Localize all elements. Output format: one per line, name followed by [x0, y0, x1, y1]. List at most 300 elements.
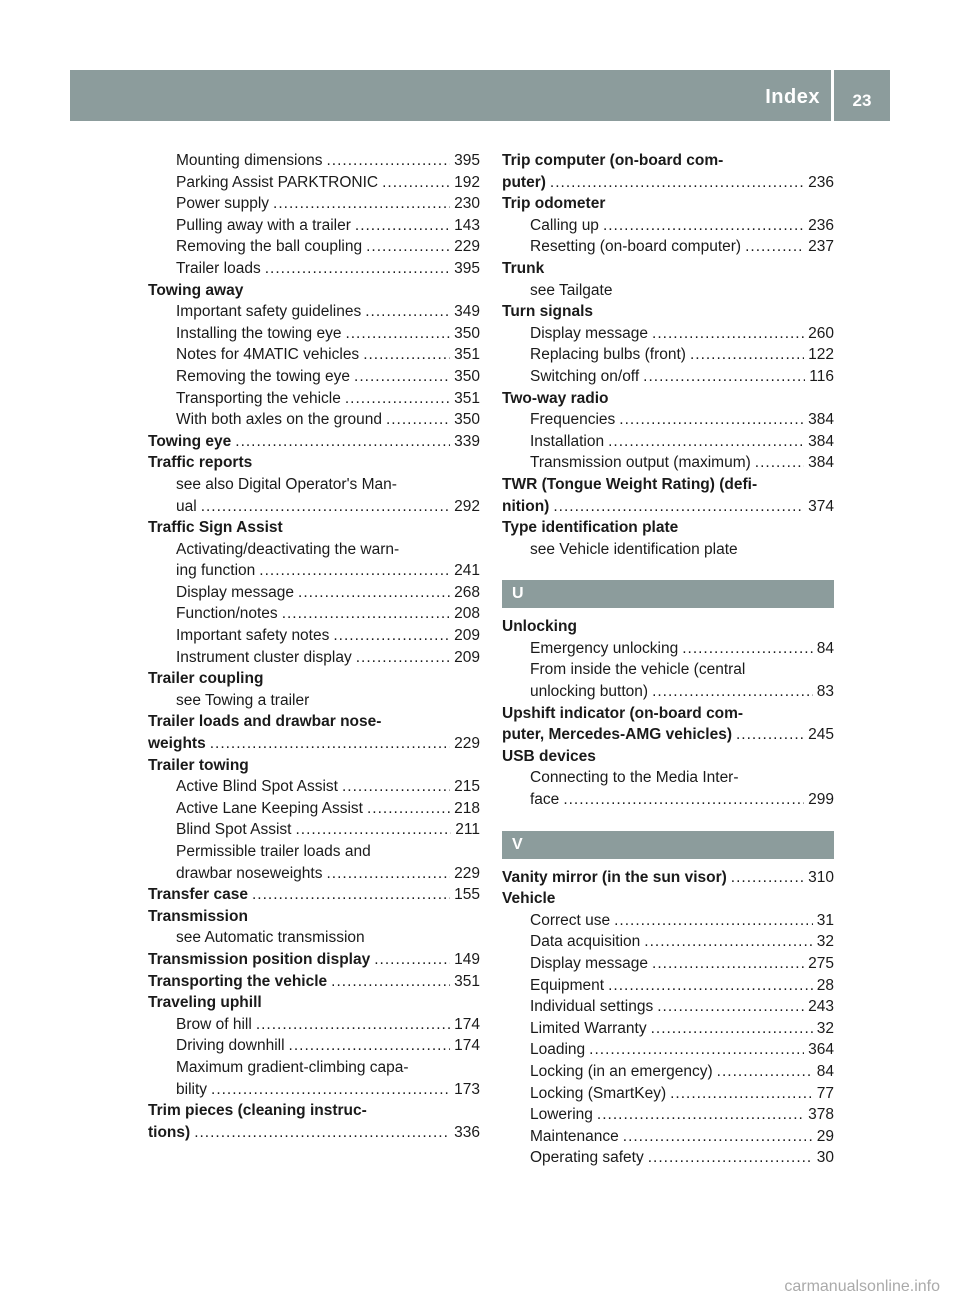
dot-leader	[295, 819, 451, 841]
index-subentry[interactable]	[148, 344, 480, 366]
entry-text: Important safety notes	[176, 627, 330, 645]
entry-text: ual	[176, 497, 197, 515]
entry-text: see Vehicle identification plate	[530, 540, 738, 558]
page-ref[interactable]: 211	[455, 821, 480, 839]
index-subentry[interactable]	[148, 1035, 480, 1057]
entry-text: Turn signals	[502, 303, 594, 321]
page-ref[interactable]: 32	[816, 933, 834, 951]
index-subentry[interactable]	[148, 603, 480, 625]
dot-leader	[670, 1083, 813, 1105]
page-ref[interactable]: 229	[454, 864, 480, 882]
entry-text: Active Lane Keeping Assist	[176, 799, 363, 817]
entry-text: Removing the ball coupling	[176, 238, 363, 256]
entry-text: Transmission	[148, 907, 248, 925]
entry-text: Important safety guidelines	[176, 303, 362, 321]
index-entry[interactable]	[148, 1122, 480, 1144]
index-subentry[interactable]	[148, 193, 480, 215]
page-ref[interactable]: 275	[808, 955, 834, 972]
dot-leader	[736, 724, 804, 746]
entry-text: Trailer loads	[176, 259, 261, 277]
dot-leader	[289, 1035, 451, 1057]
page-ref[interactable]: 215	[454, 778, 480, 796]
dot-leader	[201, 496, 450, 518]
index-subentry[interactable]	[148, 1014, 480, 1036]
entry-text: Activating/deactivating the warn-	[176, 540, 400, 558]
dot-leader	[194, 1122, 450, 1144]
index-entry	[148, 452, 480, 474]
entry-text: see Tailgate	[530, 281, 613, 299]
entry-text: Maximum gradient-climbing capa-	[176, 1058, 409, 1076]
page-ref[interactable]: 192	[454, 173, 480, 191]
entry-text: Towing away	[148, 281, 244, 299]
dot-leader	[619, 409, 804, 431]
entry-text: Frequencies	[530, 411, 616, 429]
index-subentry	[148, 690, 480, 712]
entry-text: Correct use	[530, 911, 611, 929]
dot-leader	[326, 150, 450, 172]
index-subentry[interactable]	[502, 975, 834, 997]
dot-leader	[608, 431, 804, 453]
index-subentry[interactable]	[502, 344, 834, 366]
index-subentry[interactable]	[502, 452, 834, 474]
entry-text: puter)	[502, 173, 546, 191]
page-ref[interactable]: 374	[808, 497, 834, 515]
entry-text: Blind Spot Assist	[176, 821, 292, 839]
dot-leader	[589, 1039, 804, 1061]
dot-leader	[365, 301, 450, 323]
entry-text: Trailer towing	[148, 756, 249, 774]
entry-text: Switching on/off	[530, 367, 640, 385]
entry-text: Display message	[530, 324, 649, 342]
dot-leader	[259, 560, 450, 582]
index-subentry[interactable]	[502, 931, 834, 953]
dot-leader	[755, 452, 804, 474]
dot-leader	[648, 1147, 813, 1169]
page-ref[interactable]: 299	[808, 791, 834, 809]
entry-text: Maintenance	[530, 1127, 619, 1145]
entry-text: Trailer coupling	[148, 670, 264, 688]
dot-leader	[235, 431, 450, 453]
dot-leader	[644, 931, 812, 953]
entry-text: bility	[176, 1080, 208, 1098]
index-entry	[148, 992, 480, 1014]
dot-leader	[367, 798, 450, 820]
page-ref[interactable]: 351	[454, 972, 480, 990]
page-ref[interactable]: 83	[816, 683, 834, 701]
dot-leader	[374, 949, 450, 971]
page-ref[interactable]: 384	[808, 411, 834, 429]
entry-text: Type identification plate	[502, 519, 679, 537]
index-subentry[interactable]	[502, 236, 834, 258]
entry-text: Trip computer (on-board com-	[502, 152, 724, 169]
entry-text: see Towing a trailer	[176, 691, 310, 709]
page-ref[interactable]: 149	[454, 950, 480, 968]
page-ref[interactable]: 236	[808, 216, 834, 234]
entry-text: drawbar noseweights	[176, 864, 323, 882]
entry-text: face	[530, 791, 560, 809]
page-ref[interactable]: 122	[808, 346, 834, 364]
page-ref[interactable]: 174	[454, 1037, 480, 1055]
entry-text: With both axles on the ground	[176, 411, 382, 429]
dot-leader	[652, 323, 804, 345]
dot-leader	[363, 344, 450, 366]
page-ref[interactable]: 349	[454, 303, 480, 321]
header-title: Index	[765, 86, 820, 108]
index-entry	[502, 301, 834, 323]
dot-leader	[652, 953, 804, 975]
entry-text: Locking (SmartKey)	[530, 1084, 667, 1102]
entry-text: tions)	[148, 1123, 191, 1141]
page-ref[interactable]: 173	[454, 1080, 480, 1098]
dot-leader	[252, 884, 450, 906]
index-subentry[interactable]	[502, 1147, 834, 1169]
index-subentry	[502, 280, 834, 302]
entry-text: weights	[148, 735, 206, 753]
dot-leader	[550, 172, 804, 194]
dot-leader	[652, 681, 813, 703]
entry-text: From inside the vehicle (central	[530, 661, 746, 679]
entry-text: Parking Assist PARKTRONIC	[176, 173, 379, 191]
index-subentry[interactable]	[148, 409, 480, 431]
index-subentry[interactable]	[502, 1061, 834, 1083]
index-entry	[502, 474, 834, 496]
entry-text: Connecting to the Media Inter-	[530, 769, 739, 787]
dot-leader	[386, 409, 450, 431]
page-ref[interactable]: 31	[816, 911, 834, 929]
index-column-right	[502, 150, 834, 1169]
dot-leader	[331, 971, 450, 993]
entry-text: Notes for 4MATIC vehicles	[176, 346, 360, 364]
dot-leader	[345, 388, 450, 410]
entry-text: Data acquisition	[530, 933, 641, 951]
entry-text: Transfer case	[148, 886, 248, 904]
page-ref[interactable]: 218	[454, 799, 480, 817]
page-ref[interactable]: 351	[454, 346, 480, 364]
entry-text: Display message	[530, 955, 649, 972]
section-letter: V	[502, 831, 834, 859]
dot-leader	[210, 733, 450, 755]
page-ref[interactable]: 384	[808, 432, 834, 450]
index-subentry[interactable]	[148, 301, 480, 323]
entry-text: Pulling away with a trailer	[176, 216, 351, 234]
index-subentry[interactable]	[502, 1126, 834, 1148]
index-subentry[interactable]	[502, 215, 834, 237]
entry-text: Mounting dimensions	[176, 152, 323, 169]
page-ref[interactable]: 229	[454, 238, 480, 256]
page-ref[interactable]: 378	[808, 1106, 834, 1124]
entry-text: Operating safety	[530, 1149, 644, 1167]
page-ref[interactable]: 339	[454, 432, 480, 450]
index-entry	[502, 517, 834, 539]
entry-text: ing function	[176, 562, 256, 580]
index-entry[interactable]	[502, 724, 834, 746]
page-ref[interactable]: 116	[809, 367, 834, 385]
index-subentry[interactable]	[502, 323, 834, 345]
index-entry	[502, 388, 834, 410]
page-ref[interactable]: 260	[808, 324, 834, 342]
index-entry	[148, 1100, 480, 1122]
page-ref[interactable]: 292	[454, 497, 480, 515]
entry-text: Locking (in an emergency)	[530, 1062, 713, 1080]
index-entry	[502, 703, 834, 725]
index-subentry[interactable]	[148, 560, 480, 582]
index-subentry	[148, 539, 480, 561]
page-ref[interactable]: 350	[454, 411, 480, 429]
page-ref[interactable]: 350	[454, 367, 480, 385]
footer-watermark: carmanualsonline.info	[784, 1278, 940, 1295]
index-subentry[interactable]	[148, 366, 480, 388]
page-ref[interactable]: 237	[808, 238, 834, 256]
index-entry	[148, 517, 480, 539]
index-entry[interactable]	[502, 496, 834, 518]
dot-leader	[356, 647, 450, 669]
dot-leader	[354, 366, 450, 388]
dot-leader	[342, 776, 450, 798]
dot-leader	[651, 1018, 813, 1040]
index-subentry[interactable]	[502, 789, 834, 811]
entry-text: Permissible trailer loads and	[176, 843, 371, 860]
dot-leader	[366, 236, 450, 258]
entry-text: Replacing bulbs (front)	[530, 346, 686, 364]
dot-leader	[298, 582, 450, 604]
dot-leader	[211, 1079, 450, 1101]
entry-text: see also Digital Operator's Man-	[176, 475, 397, 493]
dot-leader	[623, 1126, 813, 1148]
index-subentry[interactable]	[148, 776, 480, 798]
page-ref[interactable]: 384	[808, 454, 834, 472]
index-entry	[148, 668, 480, 690]
index-subentry[interactable]	[502, 366, 834, 388]
index-entry[interactable]	[148, 884, 480, 906]
index-subentry	[148, 1057, 480, 1079]
index-entry[interactable]	[502, 867, 834, 889]
page-ref[interactable]: 229	[454, 735, 480, 753]
page-ref[interactable]: 395	[454, 259, 480, 277]
index-subentry[interactable]	[148, 150, 480, 172]
index-entry	[502, 258, 834, 280]
entry-text: Vanity mirror (in the sun visor)	[502, 868, 727, 886]
dot-leader	[345, 323, 450, 345]
entry-text: Transmission output (maximum)	[530, 454, 751, 472]
page-ref[interactable]: 84	[816, 639, 834, 657]
dot-leader	[326, 863, 450, 885]
dot-leader	[603, 215, 804, 237]
index-subentry[interactable]	[148, 215, 480, 237]
index-entry[interactable]	[148, 971, 480, 993]
index-entry[interactable]	[502, 172, 834, 194]
page-ref[interactable]: 241	[454, 562, 480, 580]
index-subentry[interactable]	[148, 582, 480, 604]
entry-text: Towing eye	[148, 432, 232, 450]
dot-leader	[657, 996, 804, 1018]
index-entry	[502, 616, 834, 638]
page-ref[interactable]: 155	[454, 886, 480, 904]
dot-leader	[597, 1104, 804, 1126]
entry-text: Vehicle	[502, 890, 556, 908]
dot-leader	[731, 867, 804, 889]
index-subentry[interactable]	[502, 1018, 834, 1040]
page-ref[interactable]: 174	[454, 1015, 480, 1033]
index-subentry[interactable]	[502, 1104, 834, 1126]
entry-text: Unlocking	[502, 618, 577, 636]
entry-text: Upshift indicator (on-board com-	[502, 704, 744, 722]
dot-leader	[682, 638, 813, 660]
page-ref[interactable]: 30	[816, 1149, 834, 1167]
index-subentry	[502, 659, 834, 681]
index-subentry	[502, 767, 834, 789]
entry-text: unlocking button)	[530, 683, 649, 701]
index-subentry[interactable]	[148, 388, 480, 410]
page-ref[interactable]: 351	[454, 389, 480, 407]
index-subentry[interactable]	[502, 638, 834, 660]
page-ref[interactable]: 209	[454, 627, 480, 645]
entry-text: Power supply	[176, 195, 270, 213]
entry-text: Transporting the vehicle	[148, 972, 328, 990]
entry-text: Two-way radio	[502, 389, 609, 407]
page-number: 23	[852, 91, 872, 110]
page-ref[interactable]: 230	[454, 195, 480, 213]
entry-text: Loading	[530, 1041, 586, 1059]
index-subentry	[148, 841, 480, 863]
dot-leader	[745, 236, 804, 258]
entry-text: Transporting the vehicle	[176, 389, 341, 407]
page-ref[interactable]: 245	[808, 726, 834, 744]
entry-text: Instrument cluster display	[176, 648, 352, 666]
entry-text: Brow of hill	[176, 1015, 252, 1033]
dot-leader	[608, 975, 813, 997]
index-subentry[interactable]	[148, 236, 480, 258]
section-letter: U	[502, 580, 834, 608]
index-subentry[interactable]	[148, 819, 480, 841]
dot-leader	[690, 344, 804, 366]
page-ref[interactable]: 364	[808, 1041, 834, 1059]
entry-text: Trunk	[502, 259, 545, 277]
index-entry	[148, 280, 480, 302]
index-subentry[interactable]	[502, 409, 834, 431]
entry-text: USB devices	[502, 747, 596, 765]
page-ref[interactable]: 143	[454, 216, 480, 234]
entry-text: Active Blind Spot Assist	[176, 778, 338, 796]
dot-leader	[265, 258, 450, 280]
page-ref[interactable]: 350	[454, 324, 480, 342]
entry-text: Installing the towing eye	[176, 324, 342, 342]
index-entry	[502, 888, 834, 910]
page-ref[interactable]: 77	[816, 1084, 834, 1102]
page-ref[interactable]: 236	[808, 173, 834, 191]
page-header	[70, 70, 890, 121]
index-entry	[502, 193, 834, 215]
dot-leader	[355, 215, 450, 237]
index-subentry[interactable]	[502, 1039, 834, 1061]
index-entry[interactable]	[148, 949, 480, 971]
index-subentry[interactable]	[148, 496, 480, 518]
entry-text: puter, Mercedes-AMG vehicles)	[502, 726, 732, 744]
page-ref[interactable]: 243	[808, 998, 834, 1016]
index-subentry	[148, 927, 480, 949]
entry-text: Driving downhill	[176, 1037, 285, 1055]
index-subentry	[502, 539, 834, 561]
entry-text: Traveling uphill	[148, 994, 262, 1012]
index-subentry[interactable]	[148, 172, 480, 194]
page-ref[interactable]: 209	[454, 648, 480, 666]
entry-text: TWR (Tongue Weight Rating) (defi-	[502, 475, 758, 493]
entry-text: Equipment	[530, 976, 605, 994]
index-subentry[interactable]	[148, 647, 480, 669]
page-ref[interactable]: 84	[816, 1062, 834, 1080]
index-entry	[148, 906, 480, 928]
index-subentry[interactable]	[148, 258, 480, 280]
index-entry[interactable]	[148, 431, 480, 453]
entry-text: Transmission position display	[148, 950, 371, 968]
page-ref[interactable]: 29	[816, 1127, 834, 1145]
page-ref[interactable]: 395	[454, 152, 480, 169]
page-ref[interactable]: 28	[816, 976, 834, 994]
dot-leader	[643, 366, 805, 388]
page-ref[interactable]: 32	[816, 1019, 834, 1037]
dot-leader	[333, 625, 450, 647]
entry-text: Removing the towing eye	[176, 367, 351, 385]
entry-text: Display message	[176, 583, 295, 601]
dot-leader	[553, 496, 804, 518]
entry-text: Individual settings	[530, 998, 654, 1016]
dot-leader	[273, 193, 450, 215]
entry-text: Traffic reports	[148, 454, 253, 472]
dot-leader	[614, 910, 813, 932]
dot-leader	[563, 789, 804, 811]
dot-leader	[256, 1014, 450, 1036]
entry-text: Limited Warranty	[530, 1019, 647, 1037]
entry-text: Trim pieces (cleaning instruc-	[148, 1102, 367, 1120]
dot-leader	[717, 1061, 813, 1083]
entry-text: Lowering	[530, 1106, 593, 1124]
index-subentry[interactable]	[502, 953, 834, 975]
index-subentry[interactable]	[148, 798, 480, 820]
page-ref[interactable]: 268	[454, 583, 480, 601]
entry-text: Traffic Sign Assist	[148, 519, 283, 537]
page-ref[interactable]: 310	[808, 868, 834, 886]
page-ref[interactable]: 336	[454, 1123, 480, 1141]
index-subentry[interactable]	[502, 1083, 834, 1105]
entry-text: Installation	[530, 432, 605, 450]
index-entry	[502, 746, 834, 768]
index-subentry[interactable]	[148, 323, 480, 345]
index-subentry[interactable]	[148, 625, 480, 647]
index-entry	[148, 755, 480, 777]
index-column-left	[148, 150, 480, 1143]
index-subentry[interactable]	[502, 996, 834, 1018]
entry-text: nition)	[502, 497, 550, 515]
index-subentry[interactable]	[502, 431, 834, 453]
index-subentry[interactable]	[148, 863, 480, 885]
dot-leader	[282, 603, 450, 625]
index-entry	[502, 150, 834, 172]
entry-text: Resetting (on-board computer)	[530, 238, 742, 256]
entry-text: Trailer loads and drawbar nose-	[148, 713, 382, 731]
dot-leader	[382, 172, 450, 194]
index-subentry[interactable]	[502, 910, 834, 932]
index-entry	[148, 711, 480, 733]
entry-text: Emergency unlocking	[530, 639, 679, 657]
index-subentry[interactable]	[502, 681, 834, 703]
index-subentry	[148, 474, 480, 496]
entry-text: Calling up	[530, 216, 599, 234]
entry-text: Trip odometer	[502, 195, 606, 213]
entry-text: see Automatic transmission	[176, 929, 365, 947]
page-ref[interactable]: 208	[454, 605, 480, 623]
index-subentry[interactable]	[148, 1079, 480, 1101]
entry-text: Function/notes	[176, 605, 278, 623]
index-entry[interactable]	[148, 733, 480, 755]
